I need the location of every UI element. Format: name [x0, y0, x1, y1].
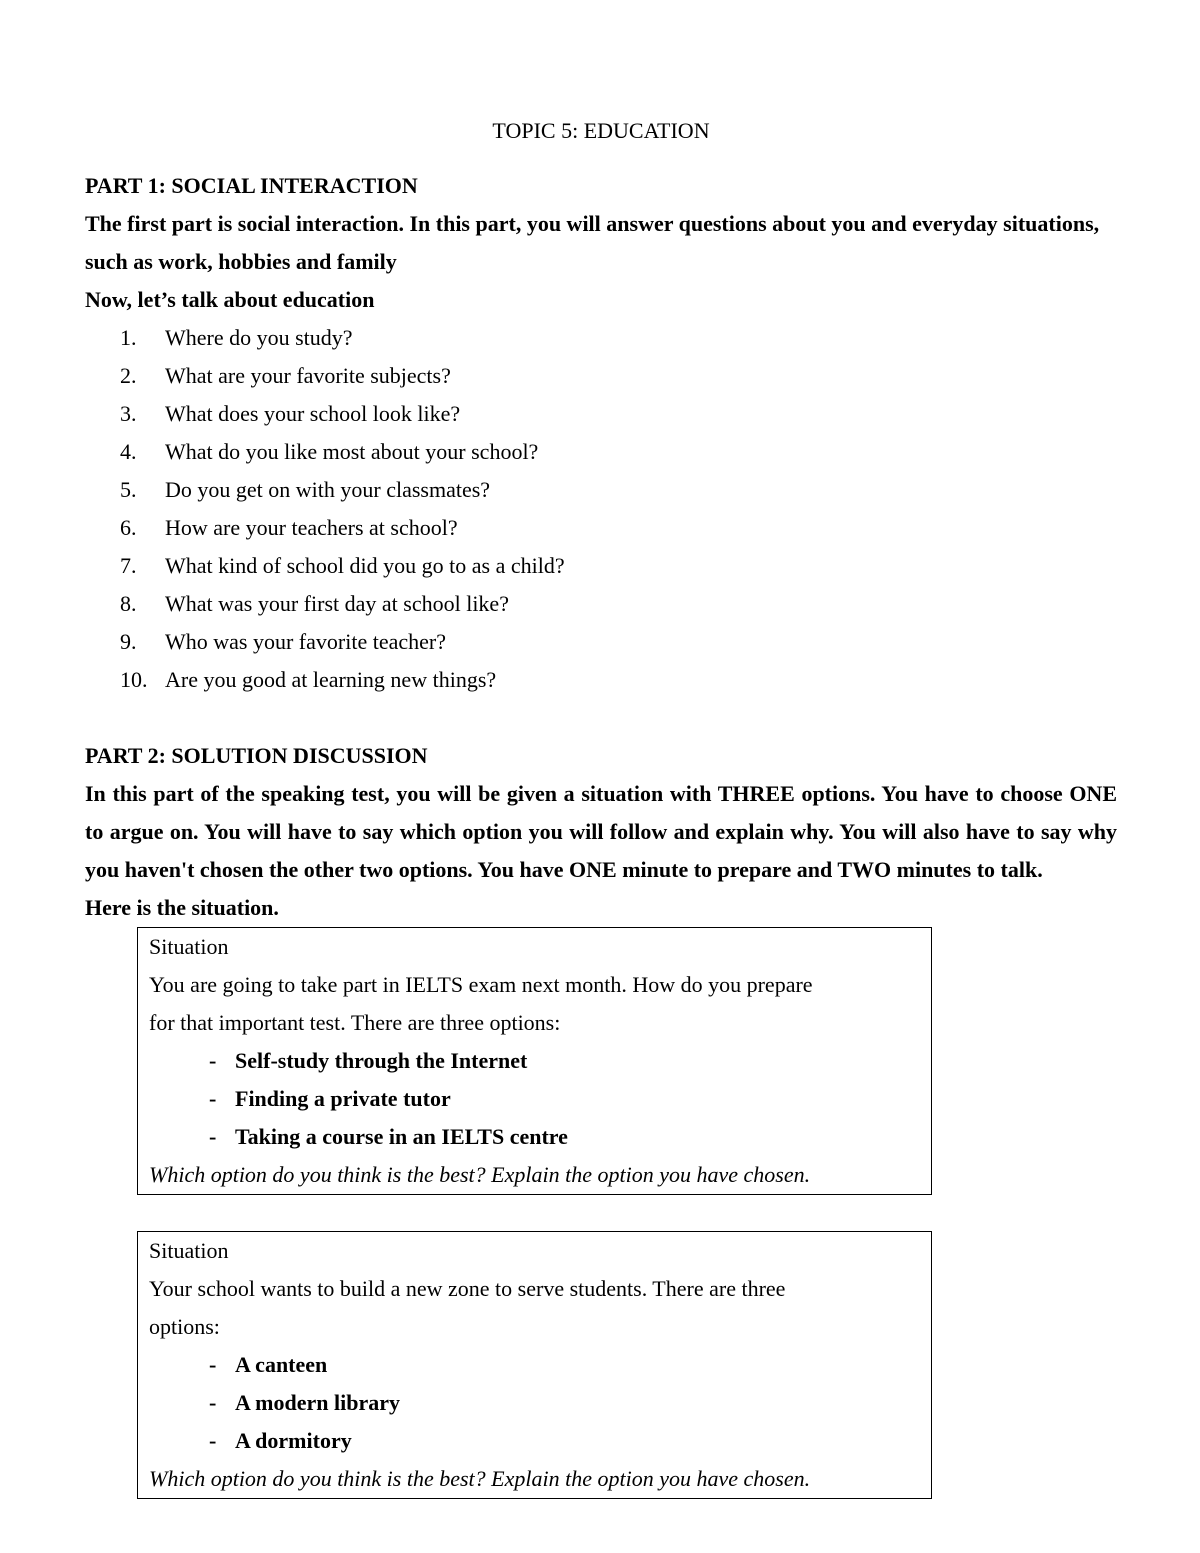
option-item	[149, 1422, 931, 1460]
question-number: 6.	[120, 515, 137, 540]
spacer	[85, 1195, 1117, 1231]
list-item	[85, 547, 1117, 585]
option-item	[149, 1118, 931, 1156]
dash-bullet: -	[209, 1048, 217, 1073]
question-number: 4.	[120, 439, 137, 464]
question-text: What kind of school did you go to as a child?	[165, 553, 565, 578]
list-item	[85, 661, 1117, 699]
question-text: Who was your favorite teacher?	[165, 629, 446, 654]
part2-heading: PART 2: SOLUTION DISCUSSION	[85, 743, 428, 768]
spacer	[85, 699, 1117, 737]
question-text: What are your favorite subjects?	[165, 363, 451, 388]
situation-box-1	[137, 927, 932, 1195]
question-text: What was your first day at school like?	[165, 591, 509, 616]
question-text: What do you like most about your school?	[165, 439, 539, 464]
option-text: A modern library	[235, 1390, 400, 1415]
option-item	[149, 1080, 931, 1118]
question-number: 10.	[120, 667, 148, 692]
option-text: A canteen	[235, 1352, 328, 1377]
part2-intro: In this part of the speaking test, you will be given a situation with THREE options. You have to choose ONE to argue on. You will have to say which option you will follow and explain why. You will also have to say why you haven't chosen the other two options. You have ONE minute to prepare and TWO minutes to talk.	[85, 781, 1117, 882]
option-text: Taking a course in an IELTS centre	[235, 1124, 568, 1149]
dash-bullet: -	[209, 1352, 217, 1377]
document-page	[85, 112, 1117, 1499]
list-item	[85, 471, 1117, 509]
list-item	[85, 509, 1117, 547]
option-text: Self-study through the Internet	[235, 1048, 528, 1073]
part1-intro: The first part is social interaction. In this part, you will answer questions about you and everyday situations, such as work, hobbies and family	[85, 211, 1100, 274]
option-text: A dormitory	[235, 1428, 352, 1453]
question-list	[85, 319, 1117, 699]
list-item	[85, 357, 1117, 395]
option-item	[149, 1346, 931, 1384]
situation-text-line: options:	[149, 1314, 220, 1339]
option-list	[149, 1042, 931, 1156]
list-item	[85, 395, 1117, 433]
list-item	[85, 585, 1117, 623]
question-number: 8.	[120, 591, 137, 616]
dash-bullet: -	[209, 1428, 217, 1453]
option-item	[149, 1384, 931, 1422]
question-number: 2.	[120, 363, 137, 388]
situation-text-line: You are going to take part in IELTS exam next month. How do you prepare	[149, 972, 813, 997]
part1-lead: Now, let’s talk about education	[85, 287, 375, 312]
document-title: TOPIC 5: EDUCATION	[492, 118, 710, 143]
dash-bullet: -	[209, 1390, 217, 1415]
list-item	[85, 433, 1117, 471]
situation-text-line: Your school wants to build a new zone to serve students. There are three	[149, 1276, 786, 1301]
question-number: 5.	[120, 477, 137, 502]
question-text: Do you get on with your classmates?	[165, 477, 491, 502]
list-item	[85, 623, 1117, 661]
situation-question: Which option do you think is the best? Explain the option you have chosen.	[149, 1466, 811, 1491]
question-text: Where do you study?	[165, 325, 353, 350]
dash-bullet: -	[209, 1086, 217, 1111]
situation-text-line: for that important test. There are three options:	[149, 1010, 561, 1035]
question-number: 3.	[120, 401, 137, 426]
option-list	[149, 1346, 931, 1460]
part2-lead: Here is the situation.	[85, 895, 279, 920]
situation-box-2	[137, 1231, 932, 1499]
situation-label: Situation	[149, 1238, 229, 1263]
part1-heading: PART 1: SOCIAL INTERACTION	[85, 173, 418, 198]
option-text: Finding a private tutor	[235, 1086, 451, 1111]
question-number: 9.	[120, 629, 137, 654]
question-number: 7.	[120, 553, 137, 578]
dash-bullet: -	[209, 1124, 217, 1149]
situation-question: Which option do you think is the best? Explain the option you have chosen.	[149, 1162, 811, 1187]
question-text: What does your school look like?	[165, 401, 461, 426]
question-number: 1.	[120, 325, 137, 350]
option-item	[149, 1042, 931, 1080]
question-text: How are your teachers at school?	[165, 515, 458, 540]
question-text: Are you good at learning new things?	[165, 667, 497, 692]
situation-label: Situation	[149, 934, 229, 959]
list-item	[85, 319, 1117, 357]
